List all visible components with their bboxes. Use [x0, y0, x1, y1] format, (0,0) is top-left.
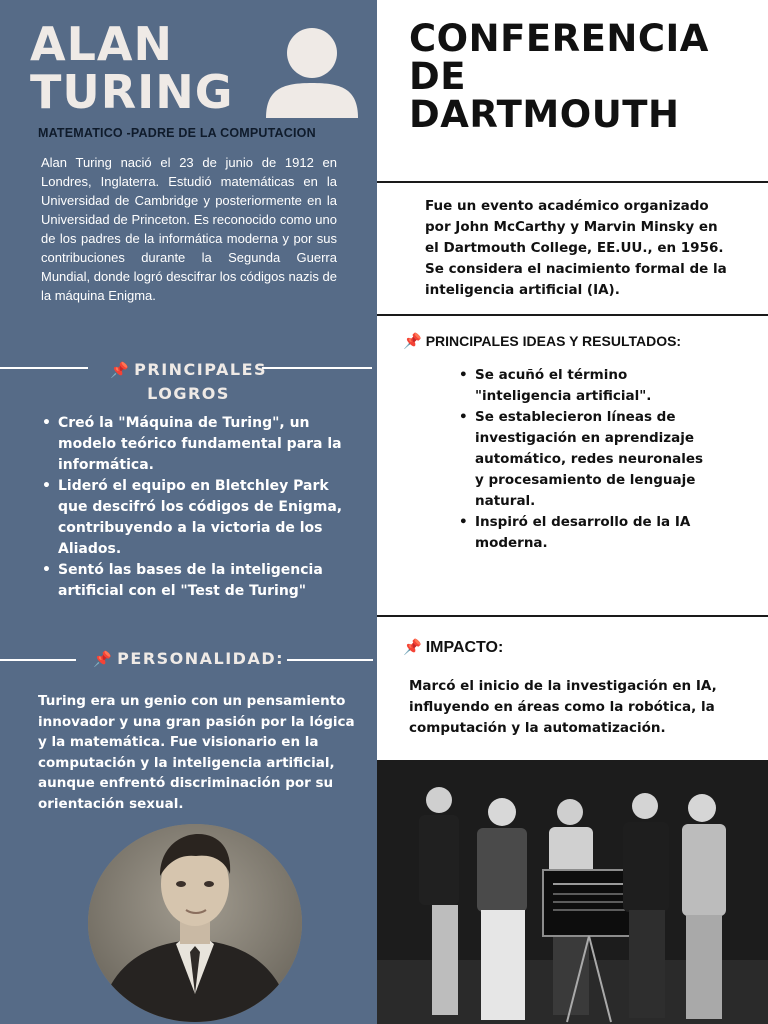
list-item: • Inspiró el desarrollo de la IA moderna.: [457, 512, 707, 554]
list-item: • Lideró el equipo en Bletchley Park que descifró los códigos de Enigma, contribuyendo a la victoria de los Aliados.: [38, 476, 348, 560]
person-subtitle: MATEMATICO -PADRE DE LA COMPUTACION: [38, 126, 316, 140]
personality-heading: 📌 PERSONALIDAD:: [92, 649, 285, 668]
conference-description: Fue un evento académico organizado por John McCarthy y Marvin Minsky en el Dartmouth College, EE.UU., en 1956. Se considera el nacimiento formal de la inteligencia artificial (IA).: [425, 198, 727, 298]
pushpin-icon: 📌: [109, 361, 131, 379]
user-silhouette-icon: [266, 28, 358, 118]
divider-line: [377, 181, 768, 183]
impact-text: Marcó el inicio de la investigación en IA, influyendo en áreas como la robótica, la computación y la automatización.: [409, 678, 717, 736]
pushpin-icon: 📌: [403, 639, 422, 656]
impact-heading: 📌 IMPACTO:: [403, 639, 504, 656]
list-item: • Sentó las bases de la inteligencia artificial con el "Test de Turing": [38, 560, 348, 602]
ideas-list: [457, 365, 707, 554]
divider-line: [377, 615, 768, 617]
right-panel: [377, 0, 768, 1024]
biography-text: Alan Turing nació el 23 de junio de 1912 en Londres, Inglaterra. Estudió matemáticas en la Universidad de Cambridge y posteriormente en la Universidad de Princeton. Es reconocido como uno de los padres de la informática moderna y por sus contribuciones durante la Segunda Guerra Mundial, donde logró descifrar los códigos nazis de la máquina Enigma.: [41, 155, 337, 303]
list-item: • Creó la "Máquina de Turing", un modelo teórico fundamental para la informática.: [38, 413, 348, 476]
conference-title: CONFERENCIA DE DARTMOUTH: [409, 17, 709, 136]
left-panel: [0, 0, 377, 1024]
list-item: • Se establecieron líneas de investigación en aprendizaje automático, redes neuronales y procesamiento de lenguaje natural.: [457, 407, 707, 512]
list-item: • Se acuñó el término "inteligencia artificial".: [457, 365, 707, 407]
achievements-heading: 📌 PRINCIPALES LOGROS: [109, 360, 268, 403]
pushpin-icon: 📌: [403, 333, 422, 350]
personality-text: Turing era un genio con un pensamiento innovador y una gran pasión por la lógica y la matemática. Fue visionario en la computación y la inteligencia artificial, aunque enfrentó discriminación por su orientación sexual.: [38, 693, 355, 812]
person-name: ALAN TURING: [30, 17, 234, 119]
turing-portrait-image: [88, 824, 302, 1022]
ideas-heading: 📌 PRINCIPALES IDEAS Y RESULTADOS:: [403, 333, 682, 350]
dartmouth-group-photo: [377, 760, 768, 1024]
divider-line: [377, 314, 768, 316]
achievements-list: [38, 413, 348, 602]
pushpin-icon: 📌: [92, 650, 114, 668]
